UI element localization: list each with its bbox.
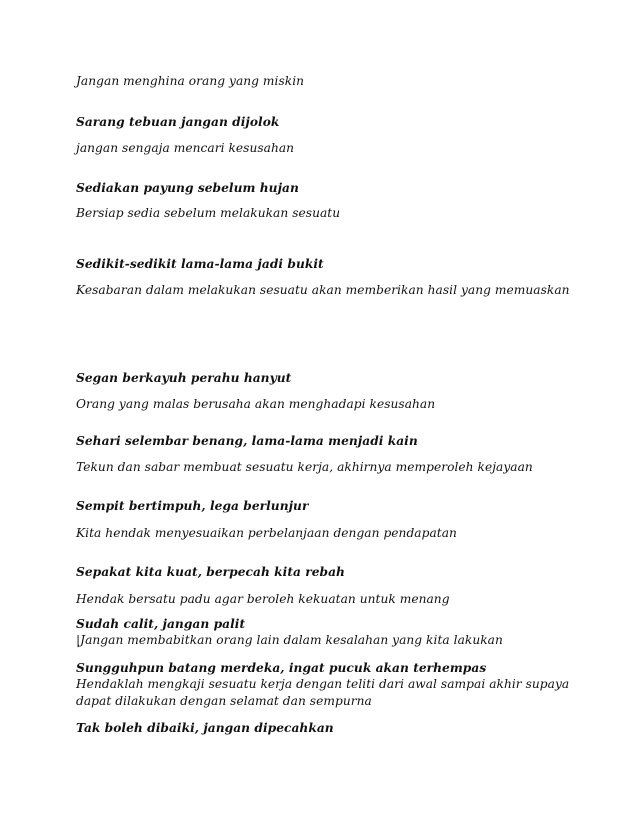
proverb-line: Sempit bertimpuh, lega berlunjur	[76, 499, 309, 513]
meaning-line: Bersiap sedia sebelum melakukan sesuatu	[76, 206, 341, 220]
meaning-line: Kita hendak menyesuaikan perbelanjaan dengan pendapatan	[76, 526, 457, 540]
meaning-line: jangan sengaja mencari kesusahan	[76, 141, 295, 155]
meaning-line: dapat dilakukan dengan selamat dan sempurna	[76, 694, 372, 708]
proverb-line: Tak boleh dibaiki, jangan dipecahkan	[76, 721, 334, 735]
proverb-line: Sarang tebuan jangan dijolok	[76, 115, 280, 129]
meaning-line: Kesabaran dalam melakukan sesuatu akan memberikan hasil yang memuaskan	[76, 283, 570, 297]
meaning-line: Tekun dan sabar membuat sesuatu kerja, akhirnya memperoleh kejayaan	[76, 460, 533, 474]
proverb-line: Segan berkayuh perahu hanyut	[76, 371, 292, 385]
proverb-line: Sediakan payung sebelum hujan	[76, 181, 299, 195]
proverb-line: Sepakat kita kuat, berpecah kita rebah	[76, 565, 345, 579]
proverb-line: Sehari selembar benang, lama-lama menjadi kain	[76, 434, 418, 448]
proverb-line: Sungguhpun batang merdeka, ingat pucuk akan terhempas	[76, 661, 487, 675]
meaning-line: |Jangan membabitkan orang lain dalam kesalahan yang kita lakukan	[76, 633, 503, 647]
meaning-line: Orang yang malas berusaha akan menghadapi kesusahan	[76, 397, 436, 411]
meaning-line: Hendaklah mengkaji sesuatu kerja dengan teliti dari awal sampai akhir supaya	[76, 677, 570, 691]
meaning-line: Jangan menghina orang yang miskin	[76, 74, 305, 88]
proverb-line: Sudah calit, jangan palit	[76, 617, 246, 631]
proverb-line: Sedikit-sedikit lama-lama jadi bukit	[76, 257, 324, 271]
meaning-line: Hendak bersatu padu agar beroleh kekuatan untuk menang	[76, 592, 450, 606]
